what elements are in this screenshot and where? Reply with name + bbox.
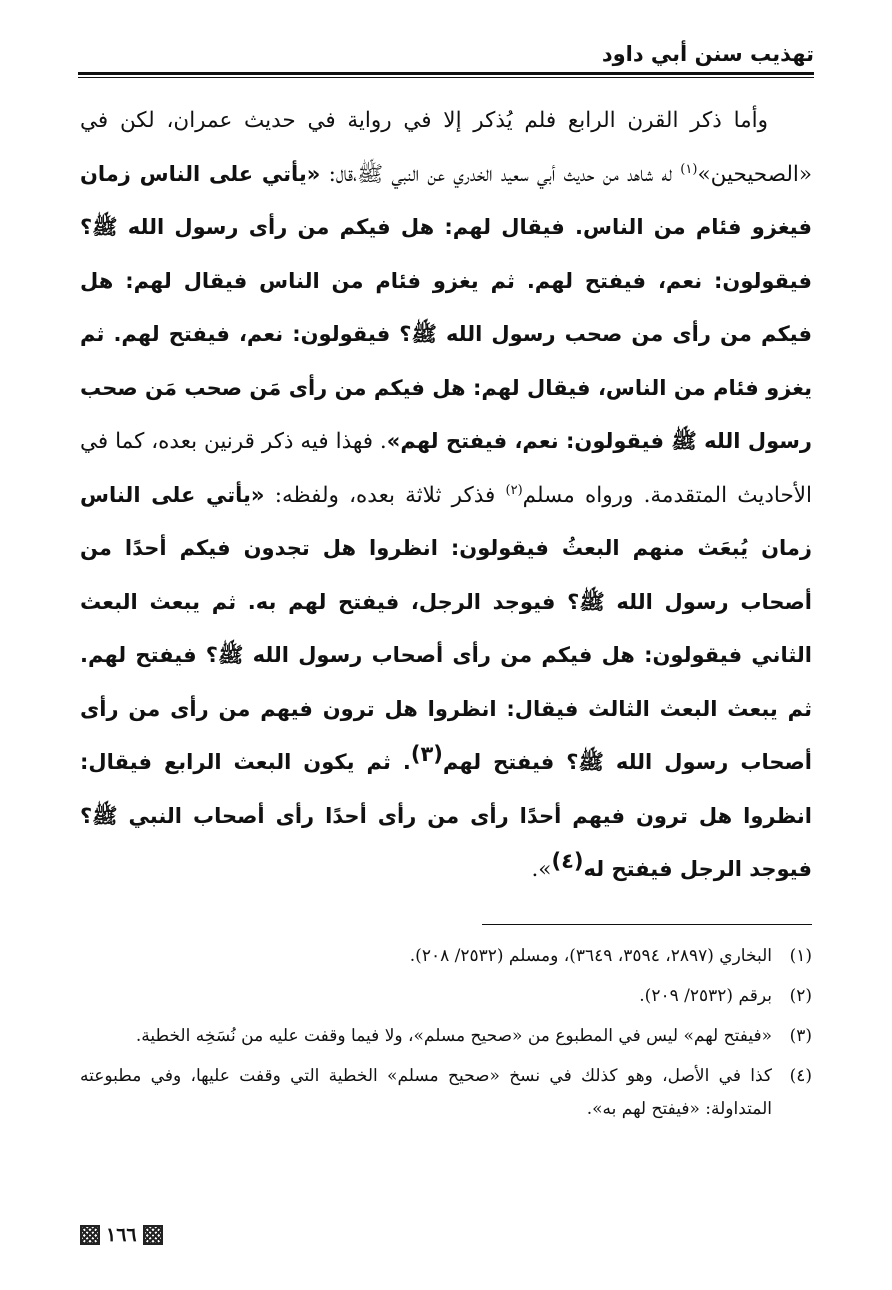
hadith-quote: . ثم يكون البعث الرابع فيقال: انظروا هل ترون فيهم أحدًا رأى من رأى أحدًا رأى أصحاب النبي ﷺ؟ فيوجد الرجل فيفتح له (80, 750, 812, 881)
header-rule-thin (78, 77, 814, 78)
text-run: له شاهد من حديث أبي سعيد الخدري عن النبي ﷺ،قال: (320, 161, 681, 187)
footnote-number: (١) (789, 946, 812, 966)
footnote-text: كذا في الأصل، وهو كذلك في نسخ «صحيح مسلم» الخطية التي وقفت عليها، وفي مطبوعته المتداولة: «فيفتح لهم به». (80, 1066, 772, 1119)
footnote-ref: (٢) (505, 482, 523, 498)
footnote-text: برقم (٢٥٣٢/ ٢٠٩). (639, 986, 772, 1006)
hadith-quote: «يأتي على الناس زمان يُبعَث منهم البعثُ فيقولون: انظروا هل تجدون فيكم أحدًا من أصحاب رسول الله ﷺ؟ فيوجد الرجل، فيفتح لهم به. ثم يبعث البعث الثاني فيقولون: هل فيكم من رأى أصحاب رسول الله ﷺ؟ فيفتح لهم. ثم يبعث البعث الثالث فيقال: انظروا هل ترون فيهم من رأى من رأى أصحاب رسول الله ﷺ؟ فيفتح لهم (80, 482, 812, 774)
footnote-number: (٢) (789, 986, 812, 1006)
ornament-icon (80, 1225, 100, 1245)
ornament-icon (143, 1225, 163, 1245)
footnotes (80, 940, 812, 1133)
paragraph (80, 94, 812, 897)
footnote (80, 1060, 812, 1126)
footnote-text: البخاري (٢٨٩٧، ٣٥٩٤، ٣٦٤٩)، ومسلم (٢٥٣٢/ ٢٠٨). (409, 946, 772, 966)
footnote-separator (482, 924, 812, 925)
footnote-text: «فيفتح لهم» ليس في المطبوع من «صحيح مسلم»، ولا فيما وقفت عليه من نُسَخِه الخطية. (135, 1026, 772, 1046)
footnote-number: (٤) (789, 1066, 812, 1086)
hadith-quote: «يأتي على الناس زمان فيغزو فئام من الناس. فيقال لهم: هل فيكم من رأى رسول الله ﷺ؟ فيقولون: نعم، فيفتح لهم. ثم يغزو فئام من الناس فيقال لهم: هل فيكم من رأى من صحب رسول الله ﷺ؟ فيقولون: نعم، فيفتح لهم. ثم يغزو فئام من الناس، فيقال لهم: هل فيكم من رأى مَن صحب مَن صحب رسول الله ﷺ فيقولون: نعم، فيفتح لهم» (80, 161, 813, 453)
text-run: وأما ذكر القرن الرابع فلم يُذكر إلا في رواية في حديث عمران، لكن في «الصحيحين» (80, 108, 813, 187)
text-run: فذكر ثلاثة بعده، ولفظه: (264, 482, 506, 508)
page-number-text: ١٦٦ (106, 1224, 137, 1246)
page-number (80, 1224, 163, 1246)
footnote (80, 940, 812, 973)
footnote-number: (٣) (789, 1026, 812, 1046)
running-title: تهذيب سنن أبي داود (601, 42, 814, 66)
footnote-ref: (٤) (551, 848, 584, 873)
main-text (80, 94, 812, 897)
running-header (78, 42, 814, 76)
footnote-ref: (١) (680, 161, 698, 177)
footnote-ref: (٣) (410, 741, 443, 766)
footnote (80, 980, 812, 1013)
text-run: ». (531, 857, 552, 882)
header-rule (78, 72, 814, 75)
footnote (80, 1020, 812, 1053)
text-run: . فهذا فيه ذكر قرنين بعده، كما في الأحاديث المتقدمة. ورواه مسلم (80, 429, 812, 508)
